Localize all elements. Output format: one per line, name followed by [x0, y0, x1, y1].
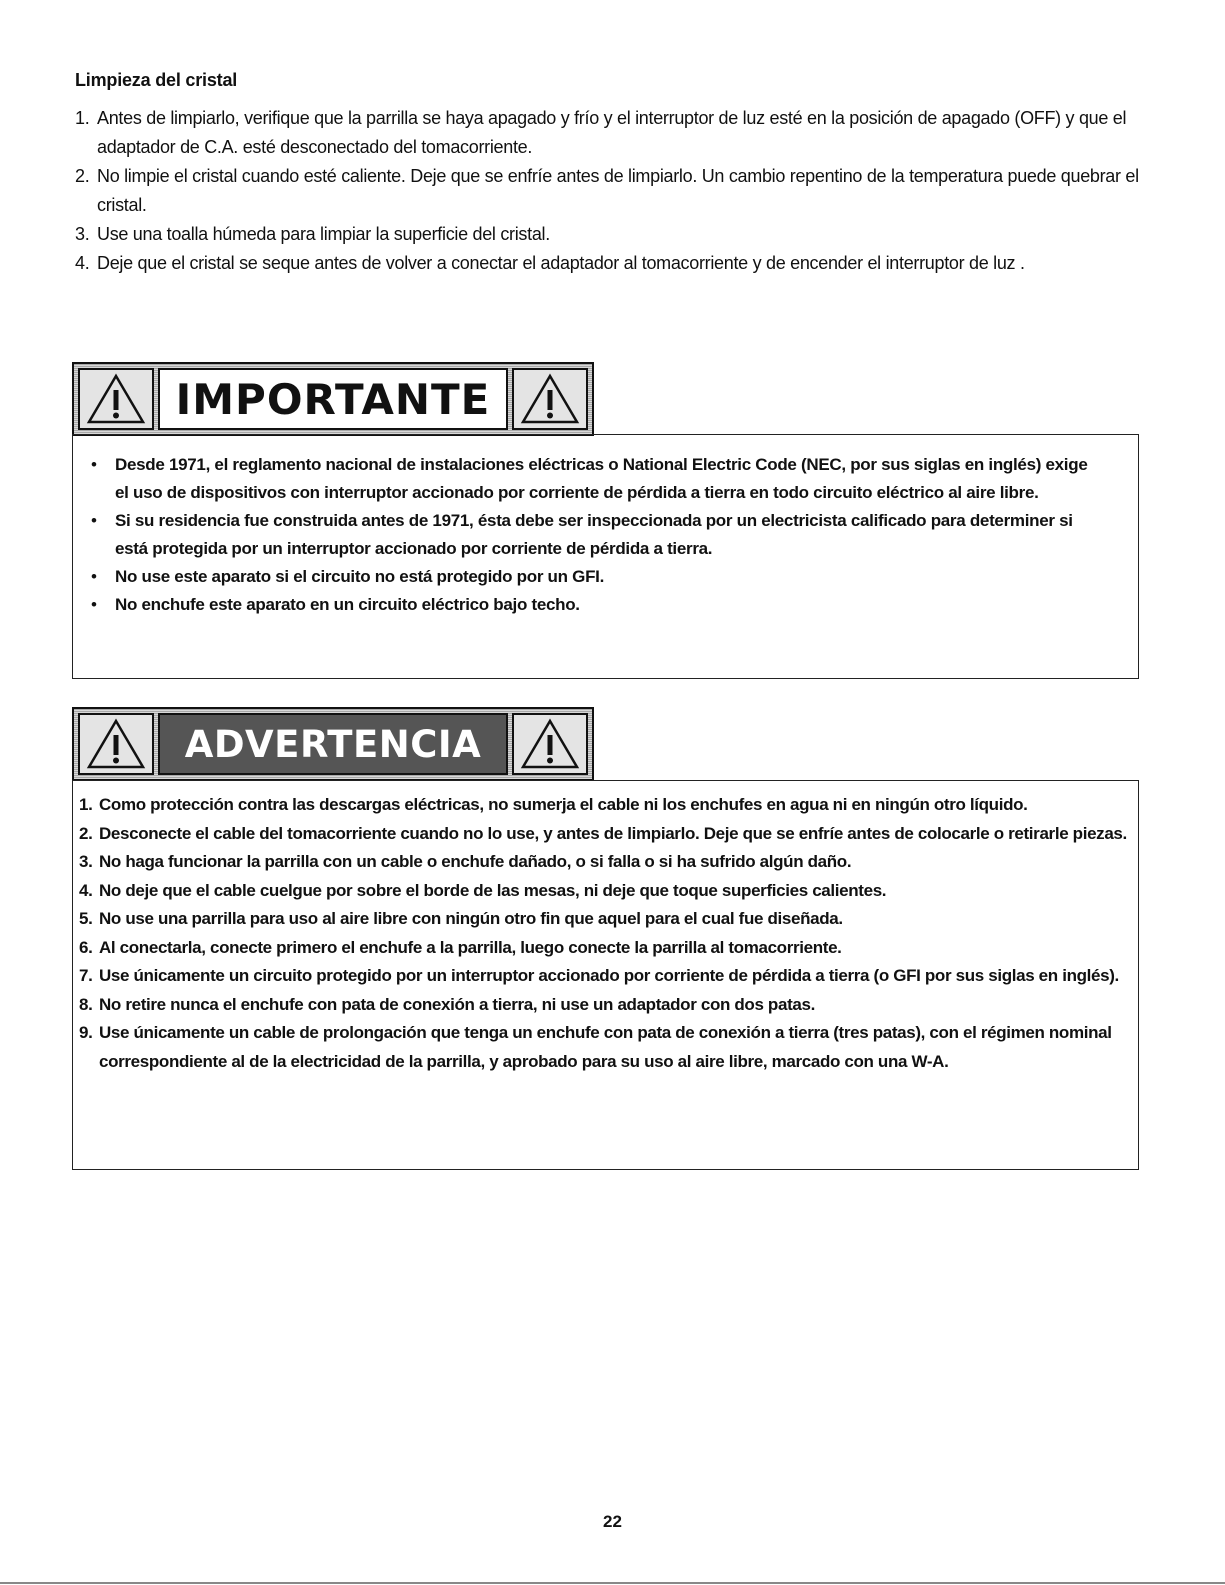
- list-item: 5. No use una parrilla para uso al aire libre con ningún otro fin que aquel para el cual fue diseñada.: [79, 909, 843, 928]
- list-item: 2. Desconecte el cable del tomacorriente cuando no lo use, y antes de limpiarlo. Deje que se enfríe antes de colocarle o retirarle piezas.: [79, 823, 1127, 843]
- warning-triangle-icon: [78, 713, 154, 775]
- advertencia-list: [79, 791, 1129, 1076]
- advertencia-banner: [72, 707, 594, 781]
- warning-triangle-icon: [78, 368, 154, 430]
- warning-triangle-icon: [512, 713, 588, 775]
- bullet-dot: •: [91, 511, 97, 530]
- bullet-dot: •: [91, 567, 97, 586]
- importante-banner: [72, 362, 594, 436]
- list-item: 6. Al conectarla, conecte primero el enchufe a la parrilla, luego conecte la parrilla al tomacorriente.: [79, 937, 842, 957]
- banner-title: IMPORTANTE: [158, 368, 508, 430]
- advertencia-box: [72, 780, 1139, 1170]
- list-item: • No use este aparato si el circuito no está protegido por un GFI.: [83, 563, 1093, 591]
- list-item: • Desde 1971, el reglamento nacional de instalaciones eléctricas o National Electric Code (NEC, por sus siglas en inglés) exige el uso de dispositivos con interruptor accionado por corriente de pérdida a tierra en todo circuito eléctrico al aire libre.: [83, 451, 1093, 507]
- list-item: 4. Deje que el cristal se seque antes de volver a conectar el adaptador al tomacorriente y de encender el interruptor de luz .: [75, 253, 1025, 273]
- bullet-dot: •: [91, 455, 97, 474]
- section-title-cleaning: Limpieza del cristal: [75, 70, 238, 90]
- importante-bullets: [83, 451, 1093, 619]
- page-edge-line: [0, 1582, 1225, 1584]
- list-item: 1. Antes de limpiarlo, verifique que la parrilla se haya apagado y frío y el interruptor de luz esté en la posición de apagado (OFF) y que el adaptador de C.A. esté desconectado del tomacorriente.: [75, 108, 1127, 157]
- list-item: • Si su residencia fue construida antes de 1971, ésta debe ser inspeccionada por un electricista calificado para determiner si está protegida por un interruptor accionado por corriente de pérdida a tierra.: [83, 507, 1093, 563]
- list-item: 7. Use únicamente un circuito protegido por un interruptor accionado por corriente de pérdida a tierra (o GFI por sus siglas en inglés).: [79, 966, 1119, 985]
- list-item: 1. Como protección contra las descargas eléctricas, no sumerja el cable ni los enchufes en agua ni en ningún otro líquido.: [79, 795, 1028, 814]
- warning-triangle-icon: [512, 368, 588, 430]
- cleaning-list: [75, 104, 1165, 278]
- list-item: 9. Use únicamente un cable de prolongación que tenga un enchufe con pata de conexión a tierra (tres patas), con el régimen nominal correspondiente al de la electricidad de la parrilla, y aprobado para su uso al aire libre, marcado con una W-A.: [79, 1023, 1112, 1071]
- page-number: 22: [603, 1512, 622, 1531]
- list-item: 2. No limpie el cristal cuando esté caliente. Deje que se enfríe antes de limpiarlo. Un cambio repentino de la temperatura puede quebrar el cristal.: [75, 166, 1139, 215]
- list-item: 4. No deje que el cable cuelgue por sobre el borde de las mesas, ni deje que toque superficies calientes.: [79, 880, 887, 900]
- list-item: 3. Use una toalla húmeda para limpiar la superficie del cristal.: [75, 224, 550, 244]
- list-item: • No enchufe este aparato en un circuito eléctrico bajo techo.: [83, 591, 1093, 619]
- banner-title: ADVERTENCIA: [158, 713, 508, 775]
- list-item: 3. No haga funcionar la parrilla con un cable o enchufe dañado, o si falla o si ha sufrido algún daño.: [79, 852, 852, 871]
- importante-box: [72, 434, 1139, 679]
- bullet-dot: •: [91, 595, 97, 614]
- list-item: 8. No retire nunca el enchufe con pata de conexión a tierra, ni use un adaptador con dos patas.: [79, 994, 815, 1014]
